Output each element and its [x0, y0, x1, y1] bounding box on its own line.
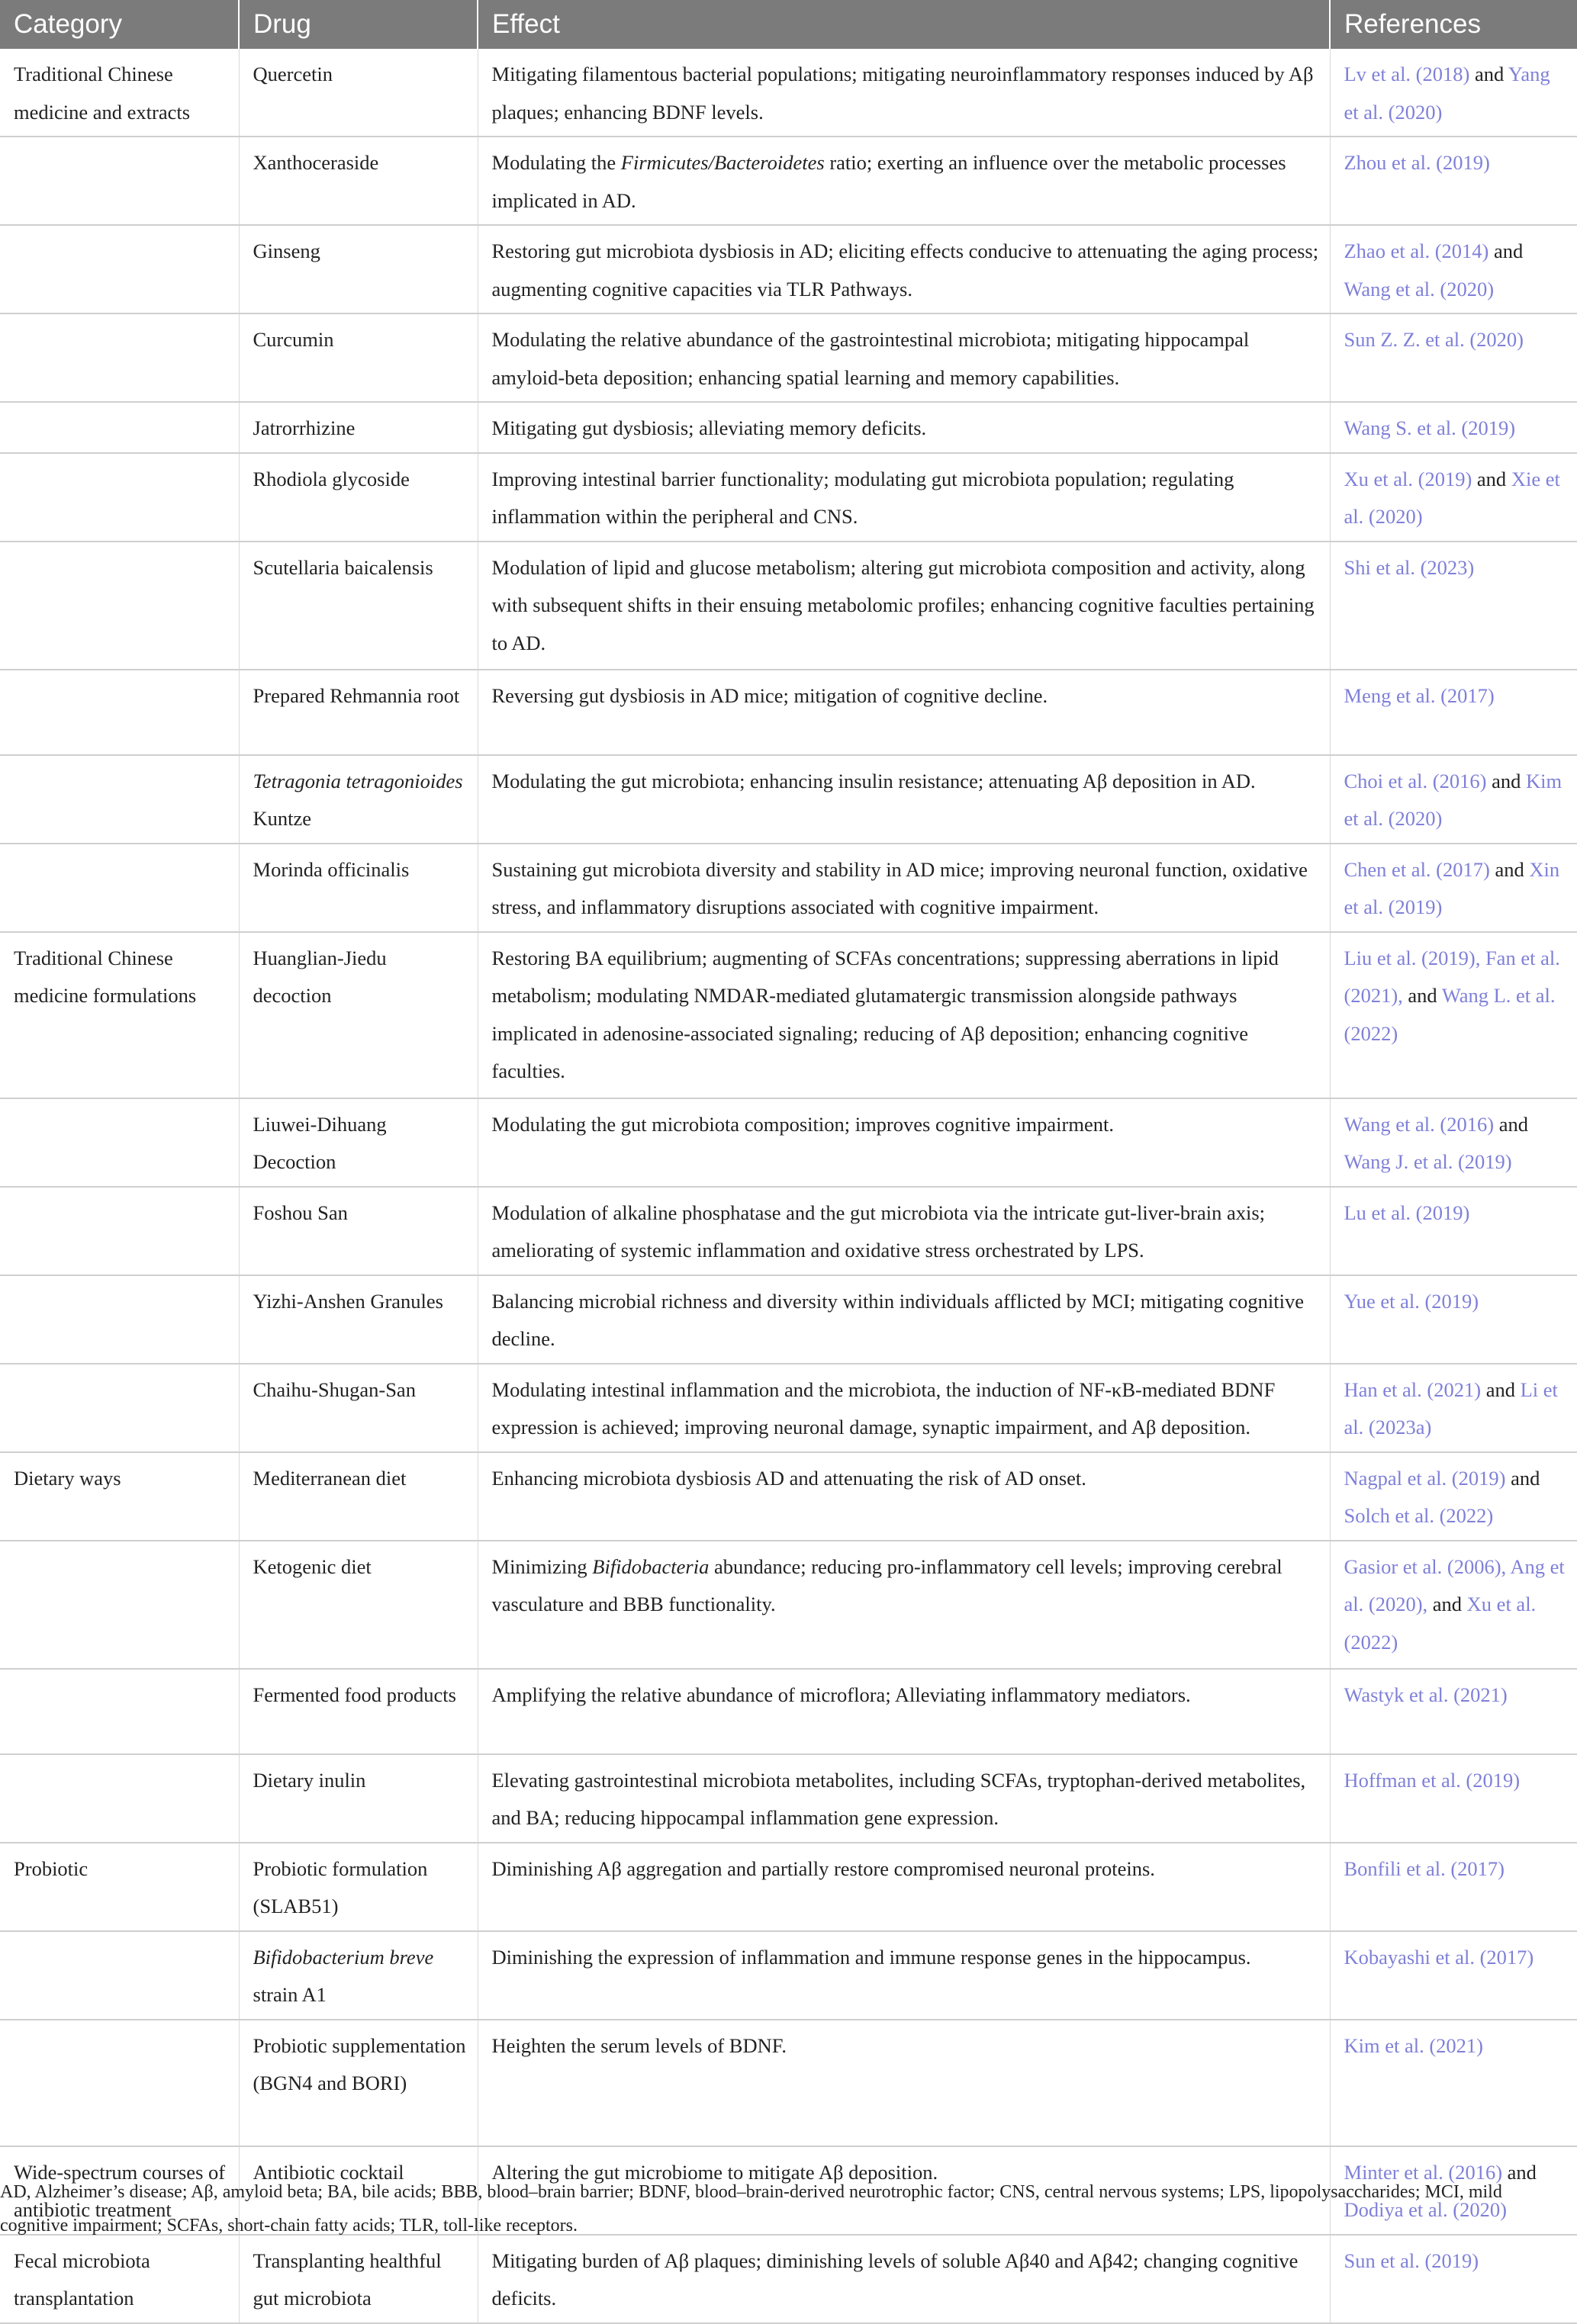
- cell-category: [0, 670, 239, 755]
- reference-link[interactable]: Bonfili et al. (2017): [1344, 1856, 1505, 1880]
- table-row: [0, 402, 1577, 453]
- reference-link[interactable]: Gasior et al. (2006), Ang et al. (2020),: [1344, 1554, 1565, 1615]
- cell-effect: [478, 2020, 1330, 2146]
- cell-drug: Jatrorrhizine: [239, 402, 478, 453]
- cell-references: [1330, 844, 1577, 932]
- cell-category: [0, 225, 239, 313]
- cell-drug: [239, 755, 478, 844]
- cell-drug: Prepared Rehmannia root: [239, 670, 478, 755]
- cell-drug: Chaihu-Shugan-San: [239, 1364, 478, 1452]
- table-row: [0, 2235, 1577, 2323]
- cell-effect: [478, 2235, 1330, 2323]
- header-effect: Effect: [478, 0, 1330, 49]
- reference-link[interactable]: Hoffman et al. (2019): [1344, 1768, 1521, 1792]
- reference-link[interactable]: Minter et al. (2016): [1344, 2160, 1503, 2184]
- reference-link[interactable]: Han et al. (2021): [1344, 1377, 1482, 1401]
- header-category: Category: [0, 0, 239, 49]
- cell-category: [0, 402, 239, 453]
- effect-segment: Modulating intestinal inflammation and the microbiota, the induction of NF-κB-mediated BDNF expression is achieved; improving neuronal damage, synaptic impairment, and Aβ deposition.: [491, 1377, 1276, 1438]
- table-row: [0, 542, 1577, 670]
- header-drug: Drug: [239, 0, 478, 49]
- reference-link[interactable]: Kobayashi et al. (2017): [1344, 1945, 1534, 1969]
- cell-references: [1330, 1452, 1577, 1541]
- table-row: [0, 137, 1577, 225]
- reference-link[interactable]: Chen et al. (2017): [1344, 857, 1490, 881]
- reference-separator: and: [1472, 467, 1511, 490]
- cell-effect: [478, 453, 1330, 542]
- reference-link[interactable]: Zhao et al. (2014): [1344, 239, 1489, 262]
- effect-segment: Firmicutes/Bacteroidetes: [620, 151, 825, 174]
- cell-category: [0, 1364, 239, 1452]
- cell-category: [0, 1669, 239, 1754]
- reference-link[interactable]: Li et al. (2023a): [1344, 1377, 1558, 1438]
- cell-category: Traditional Chinese medicine formulations: [0, 932, 239, 1098]
- cell-references: [1330, 755, 1577, 844]
- reference-separator: and: [1502, 2160, 1537, 2184]
- reference-link[interactable]: Wang J. et al. (2019): [1344, 1150, 1512, 1173]
- cell-category: [0, 453, 239, 542]
- cell-drug: [239, 1931, 478, 2020]
- cell-category: [0, 542, 239, 670]
- table-row: [0, 1931, 1577, 2020]
- cell-references: [1330, 453, 1577, 542]
- cell-drug: Antibiotic cocktail: [239, 2146, 478, 2235]
- cell-references: [1330, 1754, 1577, 1843]
- reference-link[interactable]: Solch et al. (2022): [1344, 1504, 1494, 1527]
- cell-effect: [478, 1098, 1330, 1187]
- effect-segment: Improving intestinal barrier functionality; modulating gut microbiota population; regulating inflammation within the peripheral and CNS.: [491, 467, 1234, 528]
- effect-segment: Altering the gut microbiome to mitigate Aβ deposition.: [491, 2160, 938, 2184]
- cell-category: [0, 844, 239, 932]
- cell-references: [1330, 1098, 1577, 1187]
- table-row: [0, 844, 1577, 932]
- reference-link[interactable]: Kim et al. (2020): [1344, 769, 1563, 830]
- reference-link[interactable]: Dodiya et al. (2020): [1344, 2198, 1507, 2221]
- cell-effect: [478, 1843, 1330, 1931]
- cell-effect: [478, 1669, 1330, 1754]
- cell-references: [1330, 1669, 1577, 1754]
- reference-separator: and: [1505, 1466, 1540, 1490]
- reference-separator: and: [1489, 857, 1530, 881]
- cell-effect: [478, 1541, 1330, 1669]
- reference-link[interactable]: Wang et al. (2016): [1344, 1112, 1495, 1136]
- cell-drug: Quercetin: [239, 49, 478, 137]
- effect-segment: Minimizing: [491, 1554, 593, 1578]
- reference-separator: and: [1488, 239, 1524, 262]
- cell-effect: [478, 137, 1330, 225]
- table-header: [0, 0, 1577, 49]
- reference-link[interactable]: Xu et al. (2022): [1344, 1593, 1537, 1654]
- cell-effect: [478, 844, 1330, 932]
- cell-references: [1330, 313, 1577, 402]
- effect-segment: Bifidobacteria: [592, 1554, 710, 1578]
- cell-effect: [478, 1754, 1330, 1843]
- table-row: [0, 453, 1577, 542]
- cell-effect: [478, 313, 1330, 402]
- table-body: [0, 49, 1577, 2323]
- table-row: [0, 225, 1577, 313]
- effect-segment: Diminishing the expression of inflammation and immune response genes in the hippocampus.: [491, 1945, 1251, 1969]
- cell-drug: Rhodiola glycoside: [239, 453, 478, 542]
- cell-drug: Fermented food products: [239, 1669, 478, 1754]
- cell-category: [0, 755, 239, 844]
- table-row: [0, 1098, 1577, 1187]
- reference-link[interactable]: Sun Z. Z. et al. (2020): [1344, 328, 1524, 351]
- effect-segment: Mitigating filamentous bacterial populations; mitigating neuroinflammatory responses induced by Aβ plaques; enhancing BDNF levels.: [491, 63, 1314, 124]
- cell-category: Probiotic: [0, 1843, 239, 1931]
- effect-segment: Modulating the relative abundance of the gastrointestinal microbiota; mitigating hippocampal amyloid-beta deposition; enhancing spatial learning and memory capabilities.: [491, 328, 1250, 389]
- cell-effect: [478, 542, 1330, 670]
- reference-link[interactable]: Wastyk et al. (2021): [1344, 1683, 1508, 1706]
- cell-references: [1330, 1931, 1577, 2020]
- cell-effect: [478, 1452, 1330, 1541]
- cell-references: [1330, 670, 1577, 755]
- effect-segment: Balancing microbial richness and diversity within individuals afflicted by MCI; mitigating cognitive decline.: [491, 1289, 1304, 1350]
- effect-segment: Modulating the gut microbiota composition; improves cognitive impairment.: [491, 1112, 1114, 1136]
- table-row: [0, 1843, 1577, 1931]
- table-row: [0, 1669, 1577, 1754]
- effect-segment: Modulation of lipid and glucose metabolism; altering gut microbiota composition and activity, along with subsequent shifts in their ensuing metabolomic profiles; enhancing cognitive faculties pertaining to AD.: [491, 555, 1315, 654]
- cell-category: [0, 137, 239, 225]
- cell-effect: [478, 670, 1330, 755]
- reference-link[interactable]: Lv et al. (2018): [1344, 63, 1470, 85]
- reference-link[interactable]: Choi et al. (2016): [1344, 769, 1487, 792]
- table-row: [0, 1541, 1577, 1669]
- reference-link[interactable]: Sun et al. (2019): [1344, 2248, 1479, 2272]
- cell-references: [1330, 49, 1577, 137]
- cell-effect: [478, 1187, 1330, 1275]
- reference-separator: and: [1427, 1593, 1467, 1615]
- effect-segment: Modulating the gut microbiota; enhancing insulin resistance; attenuating Aβ deposition in AD.: [491, 769, 1256, 792]
- cell-effect: [478, 1364, 1330, 1452]
- cell-drug: Ginseng: [239, 225, 478, 313]
- drug-segment: Bifidobacterium breve: [253, 1945, 434, 1969]
- cell-drug: Transplanting healthful gut microbiota: [239, 2235, 478, 2323]
- cell-category: [0, 1275, 239, 1364]
- reference-link[interactable]: Wang S. et al. (2019): [1344, 416, 1516, 439]
- reference-link[interactable]: Wang et al. (2020): [1344, 277, 1495, 301]
- effect-segment: Amplifying the relative abundance of microflora; Alleviating inflammatory mediators.: [491, 1683, 1191, 1706]
- effect-segment: Mitigating burden of Aβ plaques; diminishing levels of soluble Aβ40 and Aβ42; changing cognitive deficits.: [491, 2248, 1299, 2310]
- cell-category: Wide-spectrum courses of antibiotic treatment: [0, 2146, 239, 2235]
- cell-drug: Scutellaria baicalensis: [239, 542, 478, 670]
- cell-drug: Morinda officinalis: [239, 844, 478, 932]
- cell-references: [1330, 1364, 1577, 1452]
- cell-effect: [478, 755, 1330, 844]
- table-row: [0, 2020, 1577, 2146]
- effect-segment: Restoring gut microbiota dysbiosis in AD; eliciting effects conducive to attenuating the aging process; augmenting cognitive capacities via TLR Pathways.: [491, 239, 1319, 301]
- table-row: [0, 932, 1577, 1098]
- cell-effect: [478, 49, 1330, 137]
- table-row: [0, 1452, 1577, 1541]
- reference-separator: and: [1469, 63, 1508, 85]
- table-row: [0, 1187, 1577, 1275]
- reference-link[interactable]: Zhou et al. (2019): [1344, 151, 1490, 174]
- cell-category: [0, 1931, 239, 2020]
- reference-link[interactable]: Yang et al. (2020): [1344, 63, 1550, 124]
- table-row: [0, 1275, 1577, 1364]
- cell-references: [1330, 542, 1577, 670]
- reference-link[interactable]: Liu et al. (2019), Fan et al. (2021),: [1344, 946, 1560, 1007]
- reference-link[interactable]: Lu et al. (2019): [1344, 1201, 1470, 1224]
- header-references: References: [1330, 0, 1577, 49]
- effect-segment: ratio; exerting an influence over the metabolic processes implicated in AD.: [491, 151, 1286, 212]
- effect-segment: Mitigating gut dysbiosis; alleviating memory deficits.: [491, 416, 927, 439]
- cell-category: [0, 1754, 239, 1843]
- cell-references: [1330, 1187, 1577, 1275]
- cell-references: [1330, 1541, 1577, 1669]
- cell-drug: Yizhi-Anshen Granules: [239, 1275, 478, 1364]
- drug-segment: Tetragonia tetragonioides: [253, 769, 463, 792]
- header-row: [0, 0, 1577, 49]
- cell-effect: [478, 932, 1330, 1098]
- cell-category: [0, 2020, 239, 2146]
- effect-segment: Modulation of alkaline phosphatase and the gut microbiota via the intricate gut-liver-brain axis; ameliorating of systemic inflammation and oxidative stress orchestrated by LPS.: [491, 1201, 1266, 1262]
- effect-segment: Reversing gut dysbiosis in AD mice; mitigation of cognitive decline.: [491, 683, 1048, 707]
- reference-link[interactable]: Wang L. et al. (2022): [1344, 984, 1556, 1045]
- cell-references: [1330, 932, 1577, 1098]
- effect-segment: Modulating the: [491, 151, 621, 174]
- cell-drug: Xanthoceraside: [239, 137, 478, 225]
- reference-link[interactable]: Shi et al. (2023): [1344, 555, 1475, 579]
- cell-effect: [478, 1931, 1330, 2020]
- cell-drug: Huanglian-Jiedu decoction: [239, 932, 478, 1098]
- reference-separator: and: [1402, 984, 1442, 1007]
- cell-drug: Foshou San: [239, 1187, 478, 1275]
- cell-category: [0, 1098, 239, 1187]
- cell-effect: [478, 1275, 1330, 1364]
- reference-link[interactable]: Nagpal et al. (2019): [1344, 1466, 1506, 1490]
- cell-effect: [478, 402, 1330, 453]
- cell-category: Traditional Chinese medicine and extracts: [0, 49, 239, 137]
- effect-segment: Enhancing microbiota dysbiosis AD and attenuating the risk of AD onset.: [491, 1466, 1086, 1490]
- cell-drug: Liuwei-Dihuang Decoction: [239, 1098, 478, 1187]
- cell-drug: Curcumin: [239, 313, 478, 402]
- cell-references: [1330, 1275, 1577, 1364]
- cell-drug: Mediterranean diet: [239, 1452, 478, 1541]
- table-row: [0, 755, 1577, 844]
- reference-link[interactable]: Yue et al. (2019): [1344, 1289, 1479, 1313]
- cell-references: [1330, 2020, 1577, 2146]
- cell-effect: [478, 225, 1330, 313]
- cell-drug: Dietary inulin: [239, 1754, 478, 1843]
- cell-category: [0, 1541, 239, 1669]
- cell-drug: Ketogenic diet: [239, 1541, 478, 1669]
- drug-segment: strain A1: [253, 1983, 327, 2006]
- cell-drug: Probiotic formulation (SLAB51): [239, 1843, 478, 1931]
- reference-separator: and: [1494, 1112, 1528, 1136]
- cell-category: Fecal microbiota transplantation: [0, 2235, 239, 2323]
- cell-category: [0, 1187, 239, 1275]
- table-row: [0, 49, 1577, 137]
- reference-link[interactable]: Xu et al. (2019): [1344, 467, 1472, 490]
- reference-link[interactable]: Kim et al. (2021): [1344, 2033, 1484, 2057]
- effect-segment: Elevating gastrointestinal microbiota metabolites, including SCFAs, tryptophan-derived metabolites, and BA; reducing hippocampal inflammation gene expression.: [491, 1768, 1306, 1829]
- cell-references: [1330, 225, 1577, 313]
- table-row: [0, 1364, 1577, 1452]
- table-footnote: AD, Alzheimer’s disease; Aβ, amyloid beta; BA, bile acids; BBB, blood–brain barrier; BDNF, blood–brain-derived neurotrophic factor; CNS, central nervous systems; LPS, lipopolysaccharides; MCI, mild cognitive impairment; SCFAs, short-chain fatty acids; TLR, toll-like receptors.: [0, 2182, 1502, 2236]
- table-row: [0, 670, 1577, 755]
- cell-references: [1330, 2235, 1577, 2323]
- reference-link[interactable]: Meng et al. (2017): [1344, 683, 1495, 707]
- effect-segment: Heighten the serum levels of BDNF.: [491, 2033, 787, 2057]
- cell-category: Dietary ways: [0, 1452, 239, 1541]
- effect-segment: abundance; reducing pro-inflammatory cell levels; improving cerebral vasculature and BBB functionality.: [491, 1554, 1283, 1615]
- table-row: [0, 313, 1577, 402]
- cell-references: [1330, 137, 1577, 225]
- reference-link[interactable]: Xie et al. (2020): [1344, 467, 1560, 528]
- effect-segment: Sustaining gut microbiota diversity and stability in AD mice; improving neuronal function, oxidative stress, and inflammatory disruptions associated with cognitive impairment.: [491, 857, 1308, 918]
- cell-drug: Probiotic supplementation (BGN4 and BORI): [239, 2020, 478, 2146]
- table-row: [0, 1754, 1577, 1843]
- reference-link[interactable]: Xin et al. (2019): [1344, 857, 1560, 918]
- reference-separator: and: [1481, 1377, 1521, 1401]
- drug-segment: Kuntze: [253, 807, 312, 830]
- cell-references: [1330, 1843, 1577, 1931]
- cell-references: [1330, 402, 1577, 453]
- reference-separator: and: [1486, 769, 1526, 792]
- cell-category: [0, 313, 239, 402]
- effect-segment: Diminishing Aβ aggregation and partially restore compromised neuronal proteins.: [491, 1856, 1155, 1880]
- effect-segment: Restoring BA equilibrium; augmenting of SCFAs concentrations; suppressing aberrations in lipid metabolism; modulating NMDAR-mediated glutamatergic transmission alongside pathways implicated in adenosine-associated signaling; reducing of Aβ deposition; enhancing cognitive faculties.: [491, 946, 1279, 1082]
